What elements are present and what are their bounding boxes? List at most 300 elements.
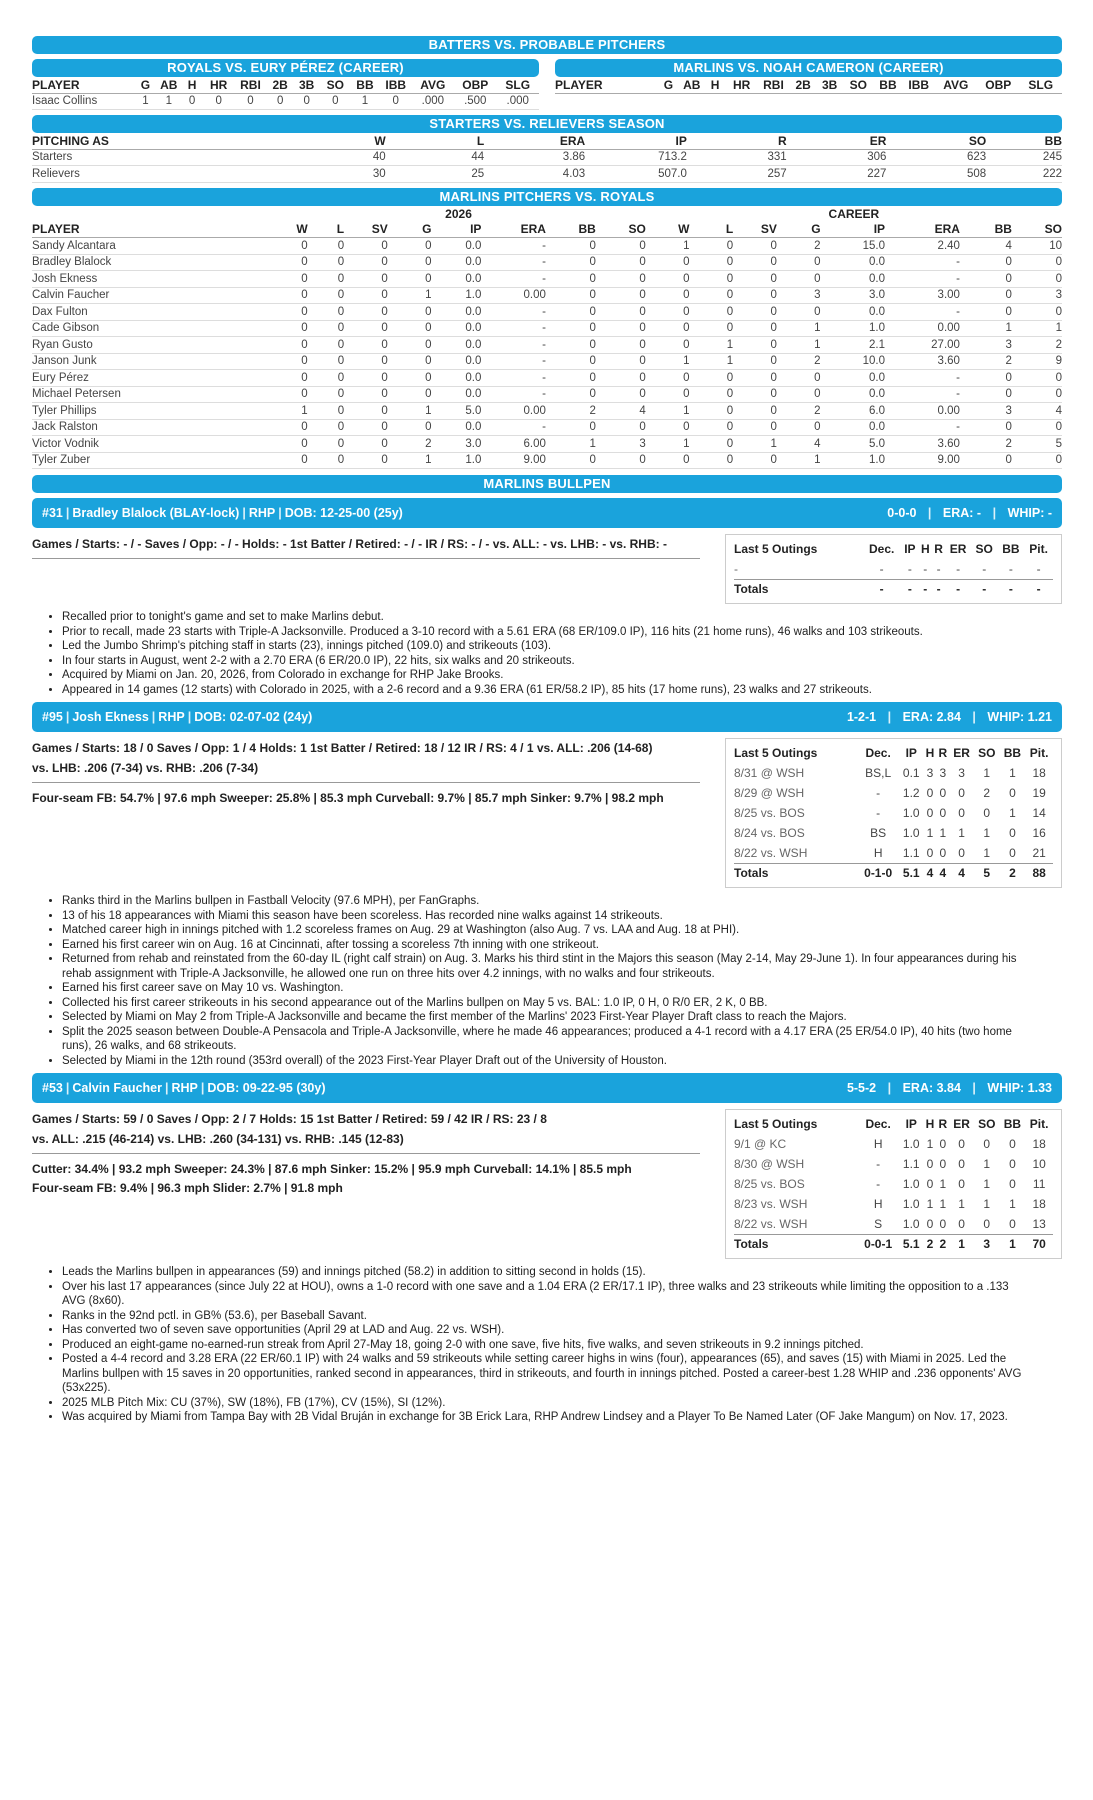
table-cell: 0 bbox=[546, 370, 596, 387]
note-item: • Leads the Marlins bullpen in appearances (59) and innings pitched (58.2) in addition to sitting second in holds (15). bbox=[62, 1265, 1032, 1280]
column-header: SLG bbox=[1019, 77, 1062, 93]
table-cell: 0 bbox=[344, 370, 388, 387]
table-cell: 0 bbox=[777, 386, 821, 403]
outing-cell: 8/29 @ WSH bbox=[734, 786, 805, 800]
table-row bbox=[32, 386, 1062, 403]
outing-cell: 0 bbox=[983, 1216, 991, 1231]
table-cell: 0 bbox=[388, 353, 432, 370]
totals-cell: - bbox=[901, 579, 918, 599]
column-header: 3B bbox=[293, 77, 321, 93]
table-cell: Cade Gibson bbox=[32, 320, 271, 337]
table-cell: 0.0 bbox=[431, 419, 481, 436]
table-cell: 0 bbox=[646, 254, 690, 271]
totals-cell: 88 bbox=[1025, 863, 1053, 883]
table-cell: 0 bbox=[1012, 254, 1062, 271]
note-item: • Appeared in 14 games (12 starts) with Colorado in 2025, with a 2-6 record and a 9.36 ERA (61 ER/58.2 IP), 85 hits (17 home runs), 23 walks and 27 strikeouts. bbox=[62, 683, 1032, 698]
pitcher-stats bbox=[847, 1073, 1052, 1103]
table-cell: 0 bbox=[733, 370, 777, 387]
header-row bbox=[734, 1114, 1053, 1134]
pitcher-notes bbox=[32, 1265, 1032, 1425]
note-item: • Returned from rehab and reinstated from the 60-day IL (right calf strain) on Aug. 3. Marks his third stint in the Majors this season (May 2-14, May 29-June 1). In four appearances during his rehab assignment with Triple-A Jacksonville, he allowed one run on three hits over 4.2 innings, with no walks and four strikeouts. bbox=[62, 952, 1032, 981]
table-cell: 0 bbox=[308, 386, 344, 403]
header-row bbox=[32, 222, 1062, 238]
outing-cell: 0 bbox=[926, 1216, 934, 1231]
totals-cell: 4 bbox=[936, 863, 949, 883]
table-cell: 713.2 bbox=[585, 149, 687, 166]
totals-row bbox=[734, 1234, 1053, 1254]
outing-cell: - bbox=[876, 1177, 881, 1191]
note-item: • Ranks third in the Marlins bullpen in Fastball Velocity (97.6 MPH), per FanGraphs. bbox=[62, 894, 1032, 909]
pitcher-era: ERA: - bbox=[942, 506, 982, 520]
totals-cell: 1 bbox=[949, 1234, 974, 1254]
totals-cell: Totals bbox=[734, 579, 862, 599]
outing-cell: 16 bbox=[1032, 826, 1046, 840]
column-header: SO bbox=[886, 133, 986, 149]
table-cell: 0 bbox=[733, 287, 777, 304]
table-cell: 5 bbox=[1012, 436, 1062, 453]
outing-row bbox=[734, 1174, 1053, 1194]
column-header: SO bbox=[978, 1117, 996, 1131]
table-cell: 0 bbox=[293, 93, 321, 110]
table-cell: 0 bbox=[344, 304, 388, 321]
table-cell: 0.00 bbox=[885, 320, 960, 337]
table-cell: 0 bbox=[733, 238, 777, 255]
outing-cell: 0 bbox=[939, 786, 947, 800]
header-row bbox=[32, 133, 1062, 149]
outing-cell: 0 bbox=[958, 845, 965, 860]
column-header: ER bbox=[787, 133, 887, 149]
outing-cell: 8/23 vs. WSH bbox=[734, 1197, 808, 1211]
table-cell: 2 bbox=[960, 353, 1012, 370]
outing-cell: 11 bbox=[1032, 1177, 1046, 1191]
outing-cell: 1 bbox=[958, 1197, 965, 1211]
table-cell: 4 bbox=[1012, 403, 1062, 420]
table-cell: 0 bbox=[308, 320, 344, 337]
pitcher-name: Calvin Faucher bbox=[72, 1081, 162, 1095]
table-cell: Isaac Collins bbox=[32, 93, 134, 110]
table-cell: Michael Petersen bbox=[32, 386, 271, 403]
column-header: SO bbox=[978, 746, 996, 760]
outing-cell: 18 bbox=[1032, 1197, 1046, 1211]
totals-cell: - bbox=[998, 579, 1025, 599]
outing-cell: - bbox=[982, 561, 987, 576]
outing-cell: 8/22 vs. WSH bbox=[734, 1216, 808, 1231]
table-cell: 1 bbox=[134, 93, 157, 110]
last-5-outings bbox=[725, 534, 1062, 604]
column-header: AVG bbox=[935, 77, 977, 93]
table-cell: 3.00 bbox=[885, 287, 960, 304]
table-cell: 0 bbox=[960, 304, 1012, 321]
column-header: L bbox=[308, 222, 344, 238]
table-cell: 0 bbox=[388, 320, 432, 337]
separator: | bbox=[968, 1081, 980, 1095]
table-cell: 0 bbox=[344, 254, 388, 271]
note-item: • Selected by Miami on May 2 from Triple-A Jacksonville and became the first member of the Marlins' 2023 First-Year Player Draft class to reach the Majors. bbox=[62, 1010, 1032, 1025]
column-header: ERA bbox=[481, 222, 546, 238]
pitcher-block bbox=[32, 1109, 1062, 1259]
separator: | bbox=[164, 1081, 169, 1095]
column-header: BB bbox=[350, 77, 380, 93]
table-cell: 0.0 bbox=[431, 370, 481, 387]
outing-cell: H bbox=[873, 1197, 883, 1211]
outing-cell: - bbox=[879, 561, 884, 576]
outing-cell: 0 bbox=[958, 1177, 965, 1191]
outing-cell: 0 bbox=[1009, 1157, 1016, 1171]
table-cell: - bbox=[885, 370, 960, 387]
outing-cell: 1.0 bbox=[902, 1197, 920, 1211]
table-cell: 0 bbox=[388, 238, 432, 255]
table-cell: 0 bbox=[689, 386, 733, 403]
column-header: ERA bbox=[885, 222, 960, 238]
pitcher-era: ERA: 2.84 bbox=[902, 710, 961, 724]
table-cell: 0 bbox=[646, 287, 690, 304]
table-cell: 0.0 bbox=[821, 386, 886, 403]
separator: | bbox=[65, 506, 70, 520]
column-header: ER bbox=[949, 542, 967, 556]
column-header: Pit. bbox=[1029, 542, 1048, 556]
totals-cell: 4 bbox=[924, 863, 937, 883]
bullpen-list bbox=[32, 498, 1062, 1425]
table-cell: 2 bbox=[546, 403, 596, 420]
table-cell: 0 bbox=[1012, 386, 1062, 403]
outing-cell: 8/25 vs. BOS bbox=[734, 806, 805, 820]
outing-cell: 3 bbox=[939, 766, 947, 780]
table-cell: - bbox=[481, 254, 546, 271]
outing-cell: 8/22 vs. WSH bbox=[734, 845, 808, 860]
column-header: Pit. bbox=[1029, 746, 1049, 760]
outing-cell: 1 bbox=[1009, 1197, 1016, 1211]
table-cell: 0 bbox=[733, 320, 777, 337]
table-cell: 0 bbox=[596, 271, 646, 288]
column-header: IBB bbox=[380, 77, 412, 93]
table-row bbox=[32, 320, 1062, 337]
pitcher-block bbox=[32, 738, 1062, 888]
bvp-left-table bbox=[32, 77, 539, 110]
outing-cell: 1 bbox=[1009, 766, 1016, 780]
note-item: • Selected by Miami in the 12th round (353rd overall) of the 2023 First-Year Player Draft out of the University of Houston. bbox=[62, 1054, 1032, 1069]
outing-cell: 1 bbox=[983, 845, 991, 860]
table-cell: 0 bbox=[689, 287, 733, 304]
table-cell: 0.0 bbox=[431, 304, 481, 321]
table-cell: 0 bbox=[546, 287, 596, 304]
table-cell: - bbox=[885, 386, 960, 403]
column-header: G bbox=[388, 222, 432, 238]
table-cell: 5.0 bbox=[431, 403, 481, 420]
totals-cell: 2 bbox=[936, 1234, 949, 1254]
group-header-row bbox=[32, 206, 1062, 222]
column-header: R bbox=[938, 1117, 948, 1131]
table-cell: Josh Ekness bbox=[32, 271, 271, 288]
table-cell: 0.0 bbox=[431, 353, 481, 370]
pitcher-stats bbox=[847, 702, 1052, 732]
column-header: G bbox=[657, 77, 680, 93]
column-header: ER bbox=[953, 746, 970, 760]
pitcher-dob: DOB: 09-22-95 (30y) bbox=[207, 1081, 326, 1095]
outing-cell: - bbox=[907, 561, 912, 576]
separator: | bbox=[989, 506, 1000, 520]
outing-cell: H bbox=[873, 845, 883, 860]
outing-cell: 1 bbox=[939, 826, 947, 840]
table-row bbox=[32, 452, 1062, 469]
outing-row bbox=[734, 823, 1053, 843]
table-cell: 0.0 bbox=[821, 370, 886, 387]
table-cell: 1 bbox=[960, 320, 1012, 337]
totals-cell: 2 bbox=[924, 1234, 937, 1254]
table-cell: 0 bbox=[546, 238, 596, 255]
table-cell: 4.03 bbox=[484, 166, 585, 183]
outing-row bbox=[734, 559, 1053, 579]
table-cell: 0 bbox=[777, 304, 821, 321]
mvr-table bbox=[32, 206, 1062, 470]
column-header: ER bbox=[953, 1117, 970, 1131]
outing-cell: 3 bbox=[926, 766, 934, 780]
table-cell: 3.0 bbox=[431, 436, 481, 453]
table-cell: 0 bbox=[777, 419, 821, 436]
table-cell: 0 bbox=[344, 436, 388, 453]
table-row bbox=[32, 271, 1062, 288]
table-cell: 1 bbox=[689, 353, 733, 370]
table-cell: 0 bbox=[777, 370, 821, 387]
pitcher-notes bbox=[32, 610, 1032, 697]
table-cell: - bbox=[481, 337, 546, 354]
table-cell: 0 bbox=[733, 254, 777, 271]
table-cell: 0 bbox=[271, 271, 307, 288]
column-header: G bbox=[777, 222, 821, 238]
table-cell: 15.0 bbox=[821, 238, 886, 255]
pitch-mix-line-1: Cutter: 34.4% | 93.2 mph Sweeper: 24.3% | 87.6 mph Sinker: 15.2% | 95.9 mph Curveball: 14.1% | 85.5 mph bbox=[32, 1162, 632, 1176]
table-cell: - bbox=[481, 271, 546, 288]
table-cell: Starters bbox=[32, 149, 287, 166]
outing-cell: 14 bbox=[1032, 806, 1046, 820]
outing-cell: 0 bbox=[958, 1157, 965, 1171]
table-cell: 0.0 bbox=[821, 304, 886, 321]
column-header: SO bbox=[975, 542, 993, 556]
table-row bbox=[32, 166, 1062, 183]
note-item: • 13 of his 18 appearances with Miami this season have been scoreless. Has recorded nine walks against 14 strikeouts. bbox=[62, 909, 1032, 924]
column-header: HR bbox=[204, 77, 234, 93]
table-cell: 0 bbox=[546, 304, 596, 321]
table-cell: 0 bbox=[646, 386, 690, 403]
table-cell: 0 bbox=[308, 403, 344, 420]
table-cell: 0 bbox=[308, 419, 344, 436]
table-cell: 306 bbox=[787, 149, 887, 166]
table-cell: - bbox=[481, 386, 546, 403]
outing-cell: 10 bbox=[1032, 1157, 1046, 1171]
outing-cell: S bbox=[874, 1216, 883, 1231]
outing-cell: 0 bbox=[939, 845, 947, 860]
column-header: W bbox=[287, 133, 385, 149]
table-cell: 0 bbox=[180, 93, 203, 110]
separator: | bbox=[200, 1081, 205, 1095]
column-header: IP bbox=[821, 222, 886, 238]
table-cell: 0.00 bbox=[885, 403, 960, 420]
table-cell: 0 bbox=[960, 370, 1012, 387]
table-cell: 222 bbox=[986, 166, 1062, 183]
separator: | bbox=[65, 710, 70, 724]
table-cell: 0 bbox=[388, 271, 432, 288]
outing-cell: 0 bbox=[1009, 1137, 1016, 1151]
divider bbox=[32, 782, 700, 783]
column-header: IBB bbox=[903, 77, 935, 93]
outing-cell: - bbox=[923, 561, 928, 576]
table-cell: 0 bbox=[546, 386, 596, 403]
pitcher-number: #31 bbox=[42, 506, 63, 520]
table-cell: Janson Junk bbox=[32, 353, 271, 370]
note-item: • Split the 2025 season between Double-A Pensacola and Triple-A Jacksonville, where he made 46 appearances; produced a 4-1 record with a 4.17 ERA (25 ER/54.0 IP), 40 hits (two home runs), 26 walks, and 68 strikeouts. bbox=[62, 1025, 1032, 1054]
table-cell: 0 bbox=[388, 337, 432, 354]
column-header: PITCHING AS bbox=[32, 133, 287, 149]
game-notes-page bbox=[32, 36, 1062, 1425]
table-cell: 0 bbox=[646, 304, 690, 321]
table-cell: 4 bbox=[960, 238, 1012, 255]
table-cell: 0.0 bbox=[431, 320, 481, 337]
table-cell: 4 bbox=[596, 403, 646, 420]
totals-cell: Totals bbox=[734, 863, 857, 883]
column-header: SLG bbox=[496, 77, 539, 93]
column-header: W bbox=[271, 222, 307, 238]
note-item: • Was acquired by Miami from Tampa Bay with 2B Vidal Bruján in exchange for 3B Erick Lara, RHP Andrew Lindsey and a Player To Be Named Later (OF Jake Mangum) on Nov. 17, 2023. bbox=[62, 1410, 1032, 1425]
outing-cell: 0 bbox=[939, 1216, 947, 1231]
column-header: IP bbox=[905, 1117, 917, 1131]
table-cell: 0 bbox=[271, 238, 307, 255]
totals-cell: - bbox=[932, 579, 945, 599]
table-cell: 0 bbox=[308, 304, 344, 321]
table-row bbox=[32, 304, 1062, 321]
outing-row bbox=[734, 1194, 1053, 1214]
totals-cell: - bbox=[1024, 579, 1053, 599]
column-header: BB bbox=[1003, 1117, 1022, 1131]
totals-cell: 5.1 bbox=[899, 863, 924, 883]
table-cell: 0 bbox=[733, 304, 777, 321]
table-cell: 0 bbox=[271, 287, 307, 304]
table-cell: 0.0 bbox=[431, 386, 481, 403]
table-cell: 0 bbox=[344, 320, 388, 337]
table-cell: 257 bbox=[687, 166, 787, 183]
column-header: H bbox=[180, 77, 203, 93]
table-cell: 1 bbox=[646, 403, 690, 420]
table-cell: 3.60 bbox=[885, 436, 960, 453]
table-cell: 0 bbox=[271, 304, 307, 321]
table-cell: - bbox=[481, 353, 546, 370]
table-cell: 9.00 bbox=[481, 452, 546, 469]
separator: | bbox=[65, 1081, 70, 1095]
outing-cell: 18 bbox=[1032, 1137, 1046, 1151]
summary-line-1: Games / Starts: - / - Saves / Opp: - / - Holds: - 1st Batter / Retired: - / - IR / RS: - / - vs. ALL: - vs. LHB: - vs. RHB: - bbox=[32, 537, 667, 551]
column-header: PLAYER bbox=[32, 77, 134, 93]
table-cell: 1.0 bbox=[431, 287, 481, 304]
table-cell: 0 bbox=[689, 452, 733, 469]
table-cell: 0.00 bbox=[481, 403, 546, 420]
column-header: IP bbox=[905, 746, 917, 760]
table-cell: 0 bbox=[960, 254, 1012, 271]
pitcher-stats bbox=[887, 498, 1052, 528]
table-cell: 1 bbox=[646, 238, 690, 255]
totals-cell: - bbox=[862, 579, 901, 599]
column-header: Pit. bbox=[1029, 1117, 1049, 1131]
column-header: PLAYER bbox=[555, 77, 657, 93]
note-item: • Led the Jumbo Shrimp's pitching staff in starts (23), innings pitched (109.0) and strikeouts (103). bbox=[62, 639, 1032, 654]
outing-cell: 0 bbox=[958, 786, 965, 800]
table-cell: 0 bbox=[596, 386, 646, 403]
table-cell: 2 bbox=[388, 436, 432, 453]
column-header: IP bbox=[904, 542, 916, 556]
table-cell: 0 bbox=[596, 353, 646, 370]
table-cell: 3.0 bbox=[821, 287, 886, 304]
table-cell: 3 bbox=[777, 287, 821, 304]
table-cell: 1 bbox=[1012, 320, 1062, 337]
table-cell: 331 bbox=[687, 149, 787, 166]
table-cell: 0 bbox=[546, 353, 596, 370]
note-item: • In four starts in August, went 2-2 with a 2.70 ERA (6 ER/20.0 IP), 22 hits, six walks and 20 strikeouts. bbox=[62, 654, 1032, 669]
outing-cell: BS,L bbox=[865, 766, 892, 780]
last-5-table bbox=[734, 539, 1053, 599]
outing-cell: 1.1 bbox=[902, 1157, 920, 1171]
column-header: H bbox=[920, 542, 930, 556]
table-cell: 1 bbox=[157, 93, 180, 110]
table-cell: .000 bbox=[496, 93, 539, 110]
pitcher-bar bbox=[32, 498, 1062, 528]
column-header: L bbox=[689, 222, 733, 238]
column-header: H bbox=[925, 746, 935, 760]
pitcher-name: Josh Ekness bbox=[72, 710, 149, 724]
table-cell: 0 bbox=[388, 419, 432, 436]
table-cell: Tyler Phillips bbox=[32, 403, 271, 420]
table-cell: 2 bbox=[777, 353, 821, 370]
pitcher-bar bbox=[32, 702, 1062, 732]
outing-cell: 0 bbox=[939, 1157, 947, 1171]
table-cell: 0 bbox=[960, 419, 1012, 436]
pitcher-record: 1-2-1 bbox=[846, 710, 877, 724]
table-cell: 0 bbox=[689, 436, 733, 453]
note-item: • 2025 MLB Pitch Mix: CU (37%), SW (18%), FB (17%), CV (15%), SI (12%). bbox=[62, 1396, 1032, 1411]
table-row bbox=[32, 238, 1062, 255]
table-cell: 0.0 bbox=[431, 271, 481, 288]
table-cell: 0 bbox=[388, 304, 432, 321]
table-cell: 1.0 bbox=[821, 452, 886, 469]
column-header: SV bbox=[733, 222, 777, 238]
column-header: Last 5 Outings bbox=[734, 746, 818, 760]
header-row bbox=[32, 77, 539, 93]
table-cell: 0.0 bbox=[821, 254, 886, 271]
column-header: SO bbox=[843, 77, 873, 93]
outing-cell: 1.0 bbox=[902, 1177, 920, 1191]
column-header: L bbox=[386, 133, 484, 149]
table-cell: 3 bbox=[960, 337, 1012, 354]
table-cell: 9 bbox=[1012, 353, 1062, 370]
table-cell: 0 bbox=[596, 287, 646, 304]
table-cell: 0 bbox=[733, 337, 777, 354]
table-cell: 227 bbox=[787, 166, 887, 183]
pitch-mix-line-2: Four-seam FB: 9.4% | 96.3 mph Slider: 2.7% | 91.8 mph bbox=[32, 1181, 343, 1195]
bullpen-title: MARLINS BULLPEN bbox=[32, 475, 1062, 493]
divider bbox=[32, 1153, 700, 1154]
table-cell: 0 bbox=[388, 254, 432, 271]
table-cell: 0 bbox=[308, 452, 344, 469]
outing-cell: 3 bbox=[958, 766, 965, 780]
table-cell: 245 bbox=[986, 149, 1062, 166]
separator: | bbox=[187, 710, 192, 724]
summary-line-1: Games / Starts: 18 / 0 Saves / Opp: 1 / 4 Holds: 1 1st Batter / Retired: 18 / 12 IR / RS: 4 / 1 vs. ALL: .206 (14-68) bbox=[32, 741, 653, 755]
table-cell: Eury Pérez bbox=[32, 370, 271, 387]
pitcher-whip: WHIP: 1.33 bbox=[987, 1081, 1052, 1095]
table-cell: 0 bbox=[1012, 452, 1062, 469]
table-cell: 1 bbox=[350, 93, 380, 110]
column-header: H bbox=[925, 1117, 935, 1131]
column-header: BB bbox=[960, 222, 1012, 238]
table-cell: 0 bbox=[733, 452, 777, 469]
table-cell: 0 bbox=[344, 271, 388, 288]
table-cell: 0 bbox=[960, 287, 1012, 304]
